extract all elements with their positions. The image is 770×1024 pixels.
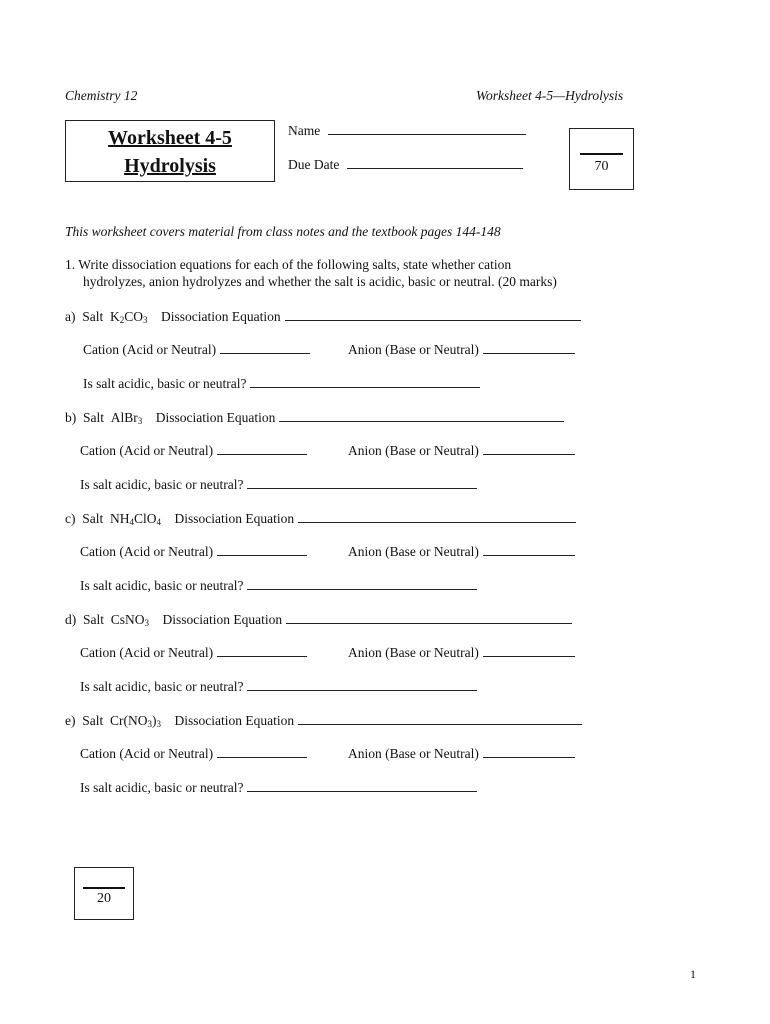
cation-label: Cation (Acid or Neutral) <box>80 746 214 761</box>
salt-label: Salt <box>82 511 104 526</box>
cation-label: Cation (Acid or Neutral) <box>80 544 214 559</box>
part-acidic-row <box>80 476 477 493</box>
anion-label: Anion (Base or Neutral) <box>348 645 479 660</box>
due-date-field[interactable] <box>288 156 523 173</box>
acidic-question-label: Is salt acidic, basic or neutral? <box>80 780 244 795</box>
formula-subscript: 4 <box>129 517 135 527</box>
dissociation-blank[interactable] <box>279 409 564 422</box>
dissociation-blank[interactable] <box>298 712 582 725</box>
acidic-answer-blank[interactable] <box>247 779 477 792</box>
page-number: 1 <box>690 967 696 981</box>
formula-subscript: 2 <box>119 315 125 325</box>
part-ion-row <box>80 745 307 762</box>
formula-segment: AlBr <box>110 410 138 425</box>
cation-blank[interactable] <box>220 341 310 354</box>
formula-segment: K <box>110 309 120 324</box>
cation-label: Cation (Acid or Neutral) <box>80 645 214 660</box>
part-dissociation-row <box>65 611 572 628</box>
name-field[interactable] <box>288 122 526 139</box>
worksheet-subtitle: Hydrolysis <box>124 155 216 177</box>
salt-label: Salt <box>83 410 105 425</box>
salt-formula <box>111 612 149 627</box>
total-score: 70 <box>594 159 609 174</box>
name-blank[interactable] <box>328 122 526 135</box>
dissociation-blank[interactable] <box>285 308 581 321</box>
salt-formula <box>110 511 161 526</box>
dissociation-label: Dissociation Equation <box>174 511 295 526</box>
salt-formula <box>111 410 143 425</box>
course-name: Chemistry 12 <box>65 88 138 103</box>
part-ion-row <box>80 644 307 661</box>
worksheet-reference: Worksheet 4-5—Hydrolysis <box>476 88 624 103</box>
salt-formula <box>110 713 161 728</box>
score-blank-line[interactable] <box>580 153 623 155</box>
acidic-question-label: Is salt acidic, basic or neutral? <box>80 679 244 694</box>
formula-segment: ClO <box>134 511 157 526</box>
acidic-question-label: Is salt acidic, basic or neutral? <box>83 376 247 391</box>
dissociation-label: Dissociation Equation <box>161 309 281 324</box>
total-score-box <box>569 128 634 190</box>
salt-label: Salt <box>83 612 105 627</box>
cation-blank[interactable] <box>217 543 307 556</box>
part-anion-field <box>348 745 575 762</box>
anion-blank[interactable] <box>483 745 575 758</box>
formula-subscript: 3 <box>144 618 150 628</box>
part-letter: d) <box>65 612 77 627</box>
part-dissociation-row <box>65 712 582 729</box>
acidic-answer-blank[interactable] <box>247 577 477 590</box>
section-score-blank-line[interactable] <box>83 887 125 889</box>
part-anion-field <box>348 341 575 358</box>
part-dissociation-row <box>65 409 564 426</box>
cation-blank[interactable] <box>217 442 307 455</box>
anion-blank[interactable] <box>483 341 575 354</box>
dissociation-blank[interactable] <box>286 611 572 624</box>
cation-blank[interactable] <box>217 745 307 758</box>
part-letter: a) <box>65 309 76 324</box>
section-score-box <box>74 867 134 920</box>
name-label: Name <box>288 123 321 138</box>
cation-blank[interactable] <box>217 644 307 657</box>
formula-segment: CsNO <box>110 612 145 627</box>
anion-label: Anion (Base or Neutral) <box>348 342 479 357</box>
formula-segment: Cr(NO <box>110 713 148 728</box>
dissociation-label: Dissociation Equation <box>174 713 295 728</box>
formula-subscript: 3 <box>147 719 153 729</box>
formula-segment: ) <box>152 713 157 728</box>
intro-text: This worksheet covers material from class notes and the textbook pages 144-148 <box>65 224 501 239</box>
cation-label: Cation (Acid or Neutral) <box>83 342 217 357</box>
formula-subscript: 3 <box>143 315 148 325</box>
part-anion-field <box>348 442 575 459</box>
part-acidic-row <box>83 375 480 392</box>
question-line-2: hydrolyzes, anion hydrolyzes and whether the salt is acidic, basic or neutral. (20 marks) <box>83 274 557 289</box>
acidic-question-label: Is salt acidic, basic or neutral? <box>80 578 244 593</box>
formula-segment: CO <box>124 309 144 324</box>
anion-label: Anion (Base or Neutral) <box>348 544 479 559</box>
acidic-answer-blank[interactable] <box>247 678 477 691</box>
part-anion-field <box>348 644 575 661</box>
due-date-blank[interactable] <box>347 156 523 169</box>
formula-subscript: 4 <box>156 517 162 527</box>
acidic-answer-blank[interactable] <box>250 375 480 388</box>
anion-blank[interactable] <box>483 644 575 657</box>
section-score: 20 <box>97 891 111 906</box>
worksheet-title: Worksheet 4-5 <box>108 127 232 149</box>
dissociation-label: Dissociation Equation <box>162 612 283 627</box>
formula-segment: NH <box>110 511 130 526</box>
due-date-label: Due Date <box>288 157 340 172</box>
acidic-answer-blank[interactable] <box>247 476 477 489</box>
salt-label: Salt <box>82 713 104 728</box>
dissociation-blank[interactable] <box>298 510 576 523</box>
acidic-question-label: Is salt acidic, basic or neutral? <box>80 477 244 492</box>
dissociation-label: Dissociation Equation <box>155 410 276 425</box>
salt-label: Salt <box>82 309 104 324</box>
question-line-1: 1. Write dissociation equations for each of the following salts, state whether cation <box>65 257 512 272</box>
part-acidic-row <box>80 678 477 695</box>
formula-subscript: 3 <box>156 719 162 729</box>
part-letter: e) <box>65 713 76 728</box>
part-dissociation-row <box>65 308 581 325</box>
salt-formula <box>110 309 148 324</box>
part-ion-row <box>80 543 307 560</box>
part-ion-row <box>80 442 307 459</box>
part-ion-row <box>83 341 310 358</box>
worksheet-title-box <box>65 120 275 182</box>
anion-label: Anion (Base or Neutral) <box>348 746 479 761</box>
anion-blank[interactable] <box>483 442 575 455</box>
part-dissociation-row <box>65 510 576 527</box>
cation-label: Cation (Acid or Neutral) <box>80 443 214 458</box>
part-acidic-row <box>80 577 477 594</box>
part-letter: b) <box>65 410 77 425</box>
anion-blank[interactable] <box>483 543 575 556</box>
part-anion-field <box>348 543 575 560</box>
part-acidic-row <box>80 779 477 796</box>
part-letter: c) <box>65 511 76 526</box>
anion-label: Anion (Base or Neutral) <box>348 443 479 458</box>
formula-subscript: 3 <box>137 416 143 426</box>
